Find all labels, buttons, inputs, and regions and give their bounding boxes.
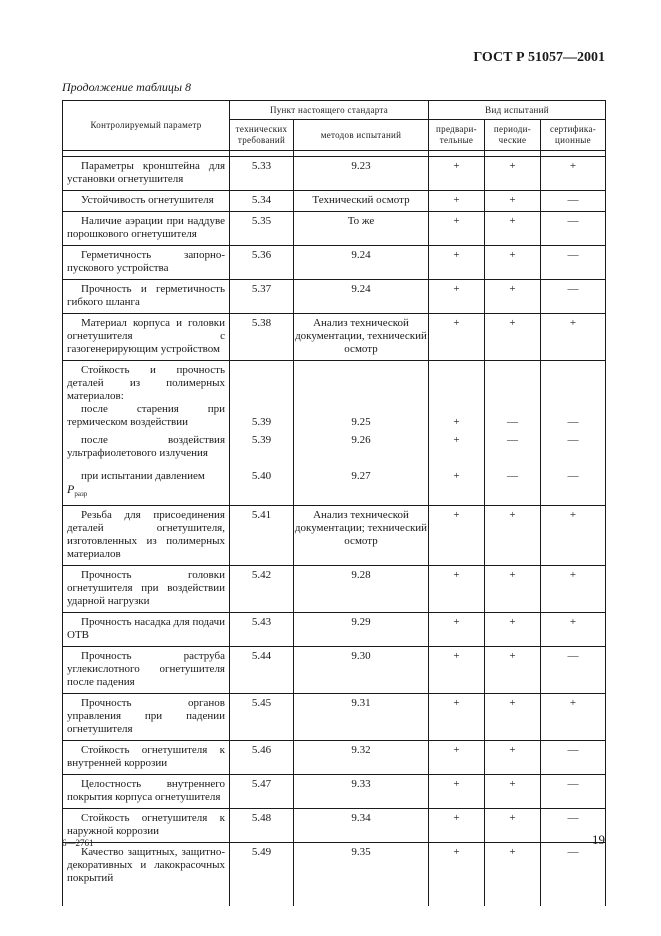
cert-cell: — <box>541 843 606 907</box>
period-cell: — <box>485 433 541 464</box>
table-row <box>63 464 606 506</box>
cert-cell: — <box>541 433 606 464</box>
method-cell: 9.32 <box>294 741 429 775</box>
page-number: 19 <box>592 832 605 847</box>
method-cell: Анализ технической документации; технический осмотр <box>294 506 429 566</box>
tech-cell: 5.45 <box>230 694 294 741</box>
table-row <box>63 741 606 775</box>
cert-cell: — <box>541 191 606 212</box>
method-cell: 9.25 <box>294 403 429 433</box>
tech-cell: 5.36 <box>230 246 294 280</box>
param-cell: Устойчивость огнетушителя <box>63 191 230 212</box>
table-caption: Продолжение таблицы 8 <box>62 80 192 94</box>
param-cell: после воздействия ультрафиолетового излучения <box>63 433 230 464</box>
method-cell: 9.29 <box>294 613 429 647</box>
tech-cell: 5.39 <box>230 433 294 464</box>
cert-cell: + <box>541 506 606 566</box>
cert-cell: + <box>541 157 606 191</box>
tech-cell: 5.37 <box>230 280 294 314</box>
header-cert: сертифика-ционные <box>541 120 606 151</box>
pre-cell: + <box>429 775 485 809</box>
period-cell: + <box>485 506 541 566</box>
pre-cell: + <box>429 506 485 566</box>
tech-cell: 5.49 <box>230 843 294 907</box>
cert-cell: — <box>541 809 606 843</box>
pre-cell: + <box>429 647 485 694</box>
method-cell: 9.31 <box>294 694 429 741</box>
method-cell: То же <box>294 212 429 246</box>
pre-cell: + <box>429 464 485 506</box>
param-cell: Материал корпуса и головки огнетушителя с газогенерирующим устройством <box>63 314 230 361</box>
cert-cell: — <box>541 464 606 506</box>
param-cell: Стойкость огнетушителя к наружной коррозии <box>63 809 230 843</box>
tech-cell: 5.40 <box>230 464 294 506</box>
period-cell: — <box>485 464 541 506</box>
cert-cell: — <box>541 647 606 694</box>
cert-cell: + <box>541 566 606 613</box>
print-code: 6—2761 <box>62 838 94 848</box>
table-row <box>63 314 606 361</box>
tech-cell: 5.39 <box>230 403 294 433</box>
cert-cell: + <box>541 314 606 361</box>
table-row <box>63 403 606 433</box>
tech-cell: 5.46 <box>230 741 294 775</box>
tech-cell: 5.48 <box>230 809 294 843</box>
cert-cell: — <box>541 403 606 433</box>
table-row <box>63 280 606 314</box>
method-cell: 9.33 <box>294 775 429 809</box>
pre-cell: + <box>429 694 485 741</box>
table-row <box>63 506 606 566</box>
pre-cell: + <box>429 246 485 280</box>
cert-cell: + <box>541 613 606 647</box>
period-cell: + <box>485 566 541 613</box>
tech-cell: 5.43 <box>230 613 294 647</box>
method-cell: 9.24 <box>294 280 429 314</box>
method-cell: 9.27 <box>294 464 429 506</box>
period-cell: + <box>485 741 541 775</box>
tech-cell: 5.42 <box>230 566 294 613</box>
table-row <box>63 212 606 246</box>
table-row <box>63 566 606 613</box>
method-cell: 9.23 <box>294 157 429 191</box>
param-cell: Прочность органов управления при падении огнетушителя <box>63 694 230 741</box>
pre-cell: + <box>429 212 485 246</box>
pre-cell: + <box>429 613 485 647</box>
param-cell: Качество защитных, защитно-декоративных и лакокрасочных покрытий <box>63 843 230 907</box>
table-row <box>63 157 606 191</box>
method-cell: 9.30 <box>294 647 429 694</box>
period-cell: + <box>485 694 541 741</box>
param-cell: Герметичность запорно-пускового устройства <box>63 246 230 280</box>
pre-cell: + <box>429 843 485 907</box>
table-row <box>63 433 606 464</box>
pre-cell: + <box>429 566 485 613</box>
param-cell: Целостность внутреннего покрытия корпуса огнетушителя <box>63 775 230 809</box>
cert-cell: — <box>541 741 606 775</box>
tech-cell: 5.38 <box>230 314 294 361</box>
period-cell: + <box>485 613 541 647</box>
method-cell: 9.28 <box>294 566 429 613</box>
param-cell: Резьба для присоединения деталей огнетушителя, изготовленных из полимерных материалов <box>63 506 230 566</box>
param-cell: Стойкость огнетушителя к внутренней коррозии <box>63 741 230 775</box>
method-cell: Анализ технической документации, технический осмотр <box>294 314 429 361</box>
tech-cell: 5.47 <box>230 775 294 809</box>
period-cell: + <box>485 191 541 212</box>
period-cell: + <box>485 280 541 314</box>
header-tech: технических требований <box>230 120 294 151</box>
pre-cell: + <box>429 280 485 314</box>
standard-number: ГОСТ Р 51057—2001 <box>473 50 605 65</box>
pre-cell: + <box>429 157 485 191</box>
period-cell: + <box>485 212 541 246</box>
param-cell: Прочность насадка для подачи ОТВ <box>63 613 230 647</box>
header-test-group: Вид испытаний <box>429 101 606 120</box>
header-method: методов испытаний <box>294 120 429 151</box>
table-row <box>63 191 606 212</box>
method-cell: 9.34 <box>294 809 429 843</box>
period-cell: + <box>485 775 541 809</box>
param-cell: Параметры кронштейна для установки огнетушителя <box>63 157 230 191</box>
header-pre: предвари-тельные <box>429 120 485 151</box>
period-cell: — <box>485 403 541 433</box>
param-cell: Прочность раструба углекислотного огнетушителя после падения <box>63 647 230 694</box>
pre-cell: + <box>429 433 485 464</box>
tech-cell: 5.34 <box>230 191 294 212</box>
method-cell: 9.24 <box>294 246 429 280</box>
cert-cell: — <box>541 775 606 809</box>
cert-cell: + <box>541 694 606 741</box>
table-row <box>63 775 606 809</box>
period-cell: + <box>485 157 541 191</box>
cert-cell: — <box>541 212 606 246</box>
group-title-row <box>63 361 606 404</box>
param-cell: Прочность и герметичность гибкого шланга <box>63 280 230 314</box>
header-clause-group: Пункт настоящего стандарта <box>230 101 429 120</box>
period-cell: + <box>485 843 541 907</box>
pre-cell: + <box>429 809 485 843</box>
pressure-symbol: $P_{разр}$ <box>67 482 88 498</box>
method-cell: Технический осмотр <box>294 191 429 212</box>
table-row <box>63 246 606 280</box>
period-cell: + <box>485 314 541 361</box>
tech-cell: 5.44 <box>230 647 294 694</box>
pre-cell: + <box>429 191 485 212</box>
pre-cell: + <box>429 403 485 433</box>
pre-cell: + <box>429 741 485 775</box>
tech-cell: 5.35 <box>230 212 294 246</box>
table-row <box>63 843 606 907</box>
table-row <box>63 809 606 843</box>
header-period: периоди-ческие <box>485 120 541 151</box>
method-cell: 9.35 <box>294 843 429 907</box>
header-param: Контролируемый параметр <box>63 101 230 151</box>
tech-cell: 5.41 <box>230 506 294 566</box>
param-cell: Наличие аэрации при наддуве порошкового огнетушителя <box>63 212 230 246</box>
method-cell: 9.26 <box>294 433 429 464</box>
param-cell: после старения при термическом воздействии <box>63 403 230 433</box>
table-row <box>63 613 606 647</box>
requirements-table <box>62 100 606 906</box>
group-title-cell: Стойкость и прочность деталей из полимерных материалов: <box>63 361 230 404</box>
period-cell: + <box>485 647 541 694</box>
period-cell: + <box>485 246 541 280</box>
pre-cell: + <box>429 314 485 361</box>
period-cell: + <box>485 809 541 843</box>
cert-cell: — <box>541 246 606 280</box>
param-cell: Прочность головки огнетушителя при воздействии ударной нагрузки <box>63 566 230 613</box>
table-row <box>63 647 606 694</box>
cert-cell: — <box>541 280 606 314</box>
table-row <box>63 694 606 741</box>
tech-cell: 5.33 <box>230 157 294 191</box>
param-cell: при испытании давлением $P_{разр}$ <box>63 464 230 506</box>
